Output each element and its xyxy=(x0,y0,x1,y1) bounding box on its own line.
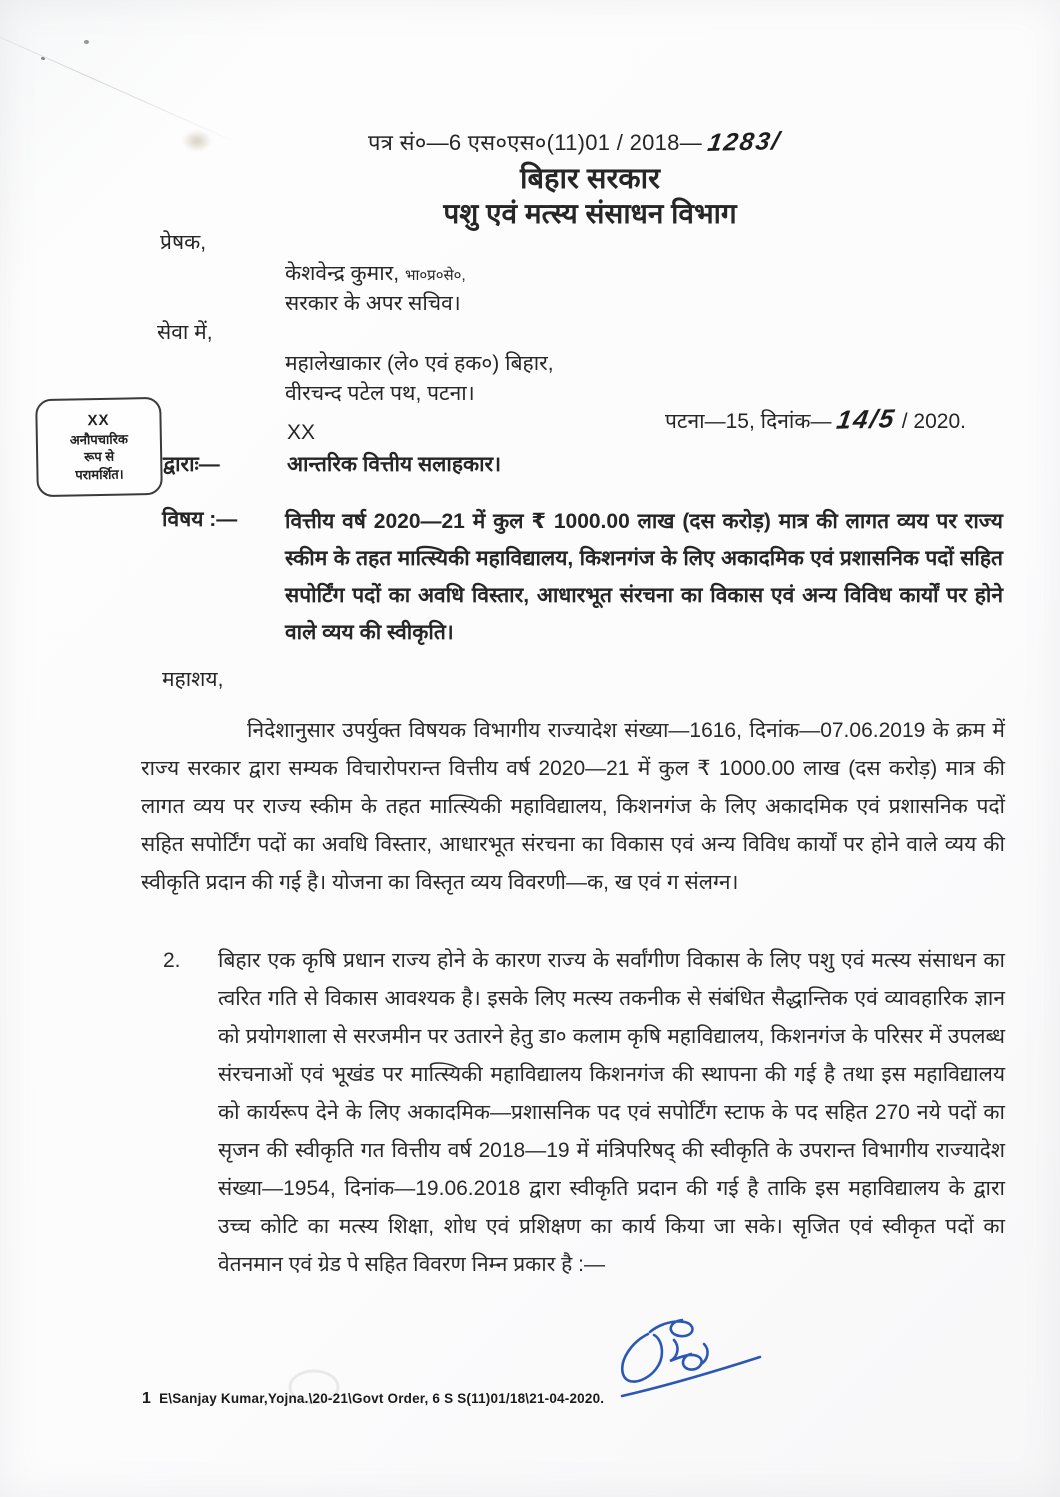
sender-label: प्रेषक, xyxy=(160,231,207,254)
recipient-label: सेवा में, xyxy=(157,321,213,344)
dateline-printed-suffix: / 2020. xyxy=(901,410,966,433)
informal-consultation-stamp xyxy=(35,397,163,497)
recipient-line2: वीरचन्द पटेल पथ, पटना। xyxy=(285,382,475,405)
paragraph-2-number: 2. xyxy=(163,949,181,972)
scan-fold-crease xyxy=(0,10,241,145)
letter-number-handwritten: 1283/ xyxy=(706,127,784,157)
letter-number-printed: पत्र सं०—6 एस०एस०(11)01 / 2018— xyxy=(368,130,703,155)
paragraph-1: निदेशानुसार उपर्युक्त विषयक विभागीय राज्यादेश संख्या—1616, दिनांक—07.06.2019 के क्रम में राज्य सरकार द्वारा सम्यक विचारोपरान्त वित्तीय वर्ष 2020—21 में कुल ₹ 1000.00 लाख (दस करोड़) मात्र की लागत व्यय पर राज्य स्कीम के तहत मात्स्यिकी महाविद्यालय, किशनगंज के लिए अकादमिक एवं प्रशासनिक पदों सहित सपोर्टिंग पदों का अवधि विस्तार, आधारभूत संरचना का विकास एवं अन्य विविध कार्यों पर होने वाले व्यय की स्वीकृति प्रदान की गई है। योजना का विस्तृत व्यय विवरणी—क, ख एवं ग संलग्न। xyxy=(141,719,1005,894)
scan-stain xyxy=(182,130,212,152)
sender-designation: सरकार के अपर सचिव। xyxy=(285,292,461,315)
through-label: द्वाराः— xyxy=(163,453,220,476)
footer-file-path: E\Sanjay Kumar,Yojna.\20-21\Govt Order, 6 S S(11)01/18\21-04-2020. xyxy=(159,1391,605,1406)
dateline xyxy=(665,404,966,435)
salutation: महाशय, xyxy=(162,668,224,691)
stamp-line4: परामर्शित। xyxy=(75,466,124,483)
letter-number-line xyxy=(368,127,784,157)
stamp-line3: रूप से xyxy=(84,449,115,465)
dateline-handwritten-date: 14/5 xyxy=(834,403,899,435)
recipient-line1: महालेखाकार (ले० एवं हक०) बिहार, xyxy=(285,352,554,375)
stamp-xx: XX xyxy=(87,411,110,429)
scan-speck xyxy=(41,56,46,60)
sender-name-line xyxy=(285,259,466,287)
signature-ink xyxy=(612,1316,772,1411)
through-xx: XX xyxy=(287,421,316,444)
paragraph-2: बिहार एक कृषि प्रधान राज्य होने के कारण राज्य के सर्वांगीण विकास के लिए पशु एवं मत्स्य संसाधन का त्वरित गति से विकास आवश्यक है। इसके लिए मत्स्य तकनीक से संबंधित सैद्धान्तिक एवं व्यावहारिक ज्ञान को प्रयोगशाला से सरजमीन पर उतारने हेतु डा० कलाम कृषि महाविद्यालय, किशनगंज के परिसर में उपलब्ध संरचनाओं एवं भूखंड पर मात्स्यिकी महाविद्यालय किशनगंज की स्थापना की गई है तथा इस महाविद्यालय को कार्यरूप देने के लिए अकादमिक—प्रशासनिक पद एवं सपोर्टिंग स्टाफ के पद सहित 270 नये पदों का सृजन की स्वीकृति गत वित्तीय वर्ष 2018—19 में मंत्रिपरिषद् की स्वीकृति के उपरान्त विभागीय राज्यादेश संख्या—1954, दिनांक—19.06.2018 द्वारा स्वीकृति प्रदान की गई है ताकि इस महाविद्यालय के द्वारा उच्च कोटि का मत्स्य शिक्षा, शोध एवं प्रशिक्षण का कार्य किया जा सके। सृजित एवं स्वीकृत पदों का वेतनमान एवं ग्रेड पे सहित विवरण निम्न प्रकार है :— xyxy=(218,949,1005,1276)
through-value: आन्तरिक वित्तीय सलाहकार। xyxy=(287,453,502,476)
scan-speck xyxy=(84,40,89,44)
subject-label: विषय :— xyxy=(162,508,238,531)
department-title: पशु एवं मत्स्य संसाधन विभाग xyxy=(443,198,737,229)
sender-service-suffix: भा०प्र०से०, xyxy=(404,267,466,284)
government-title: बिहार सरकार xyxy=(519,163,660,195)
stamp-line2: अनौपचारिक xyxy=(69,431,129,448)
subject-text: वित्तीय वर्ष 2020—21 में कुल ₹ 1000.00 लाख (दस करोड़) मात्र की लागत व्यय पर राज्य स्कीम के तहत मात्स्यिकी महाविद्यालय, किशनगंज के लिए अकादमिक एवं प्रशासनिक पदों सहित सपोर्टिंग पदों का अवधि विस्तार, आधारभूत संरचना का विकास एवं अन्य विविध कार्यों पर होने वाले व्यय की स्वीकृति। xyxy=(285,510,1003,644)
sender-name: केशवेन्द्र कुमार, xyxy=(285,262,400,285)
dateline-printed-prefix: पटना—15, दिनांक— xyxy=(665,410,832,433)
footer-page-number: 1 xyxy=(142,1390,152,1407)
footer-file-path-line xyxy=(142,1390,604,1408)
